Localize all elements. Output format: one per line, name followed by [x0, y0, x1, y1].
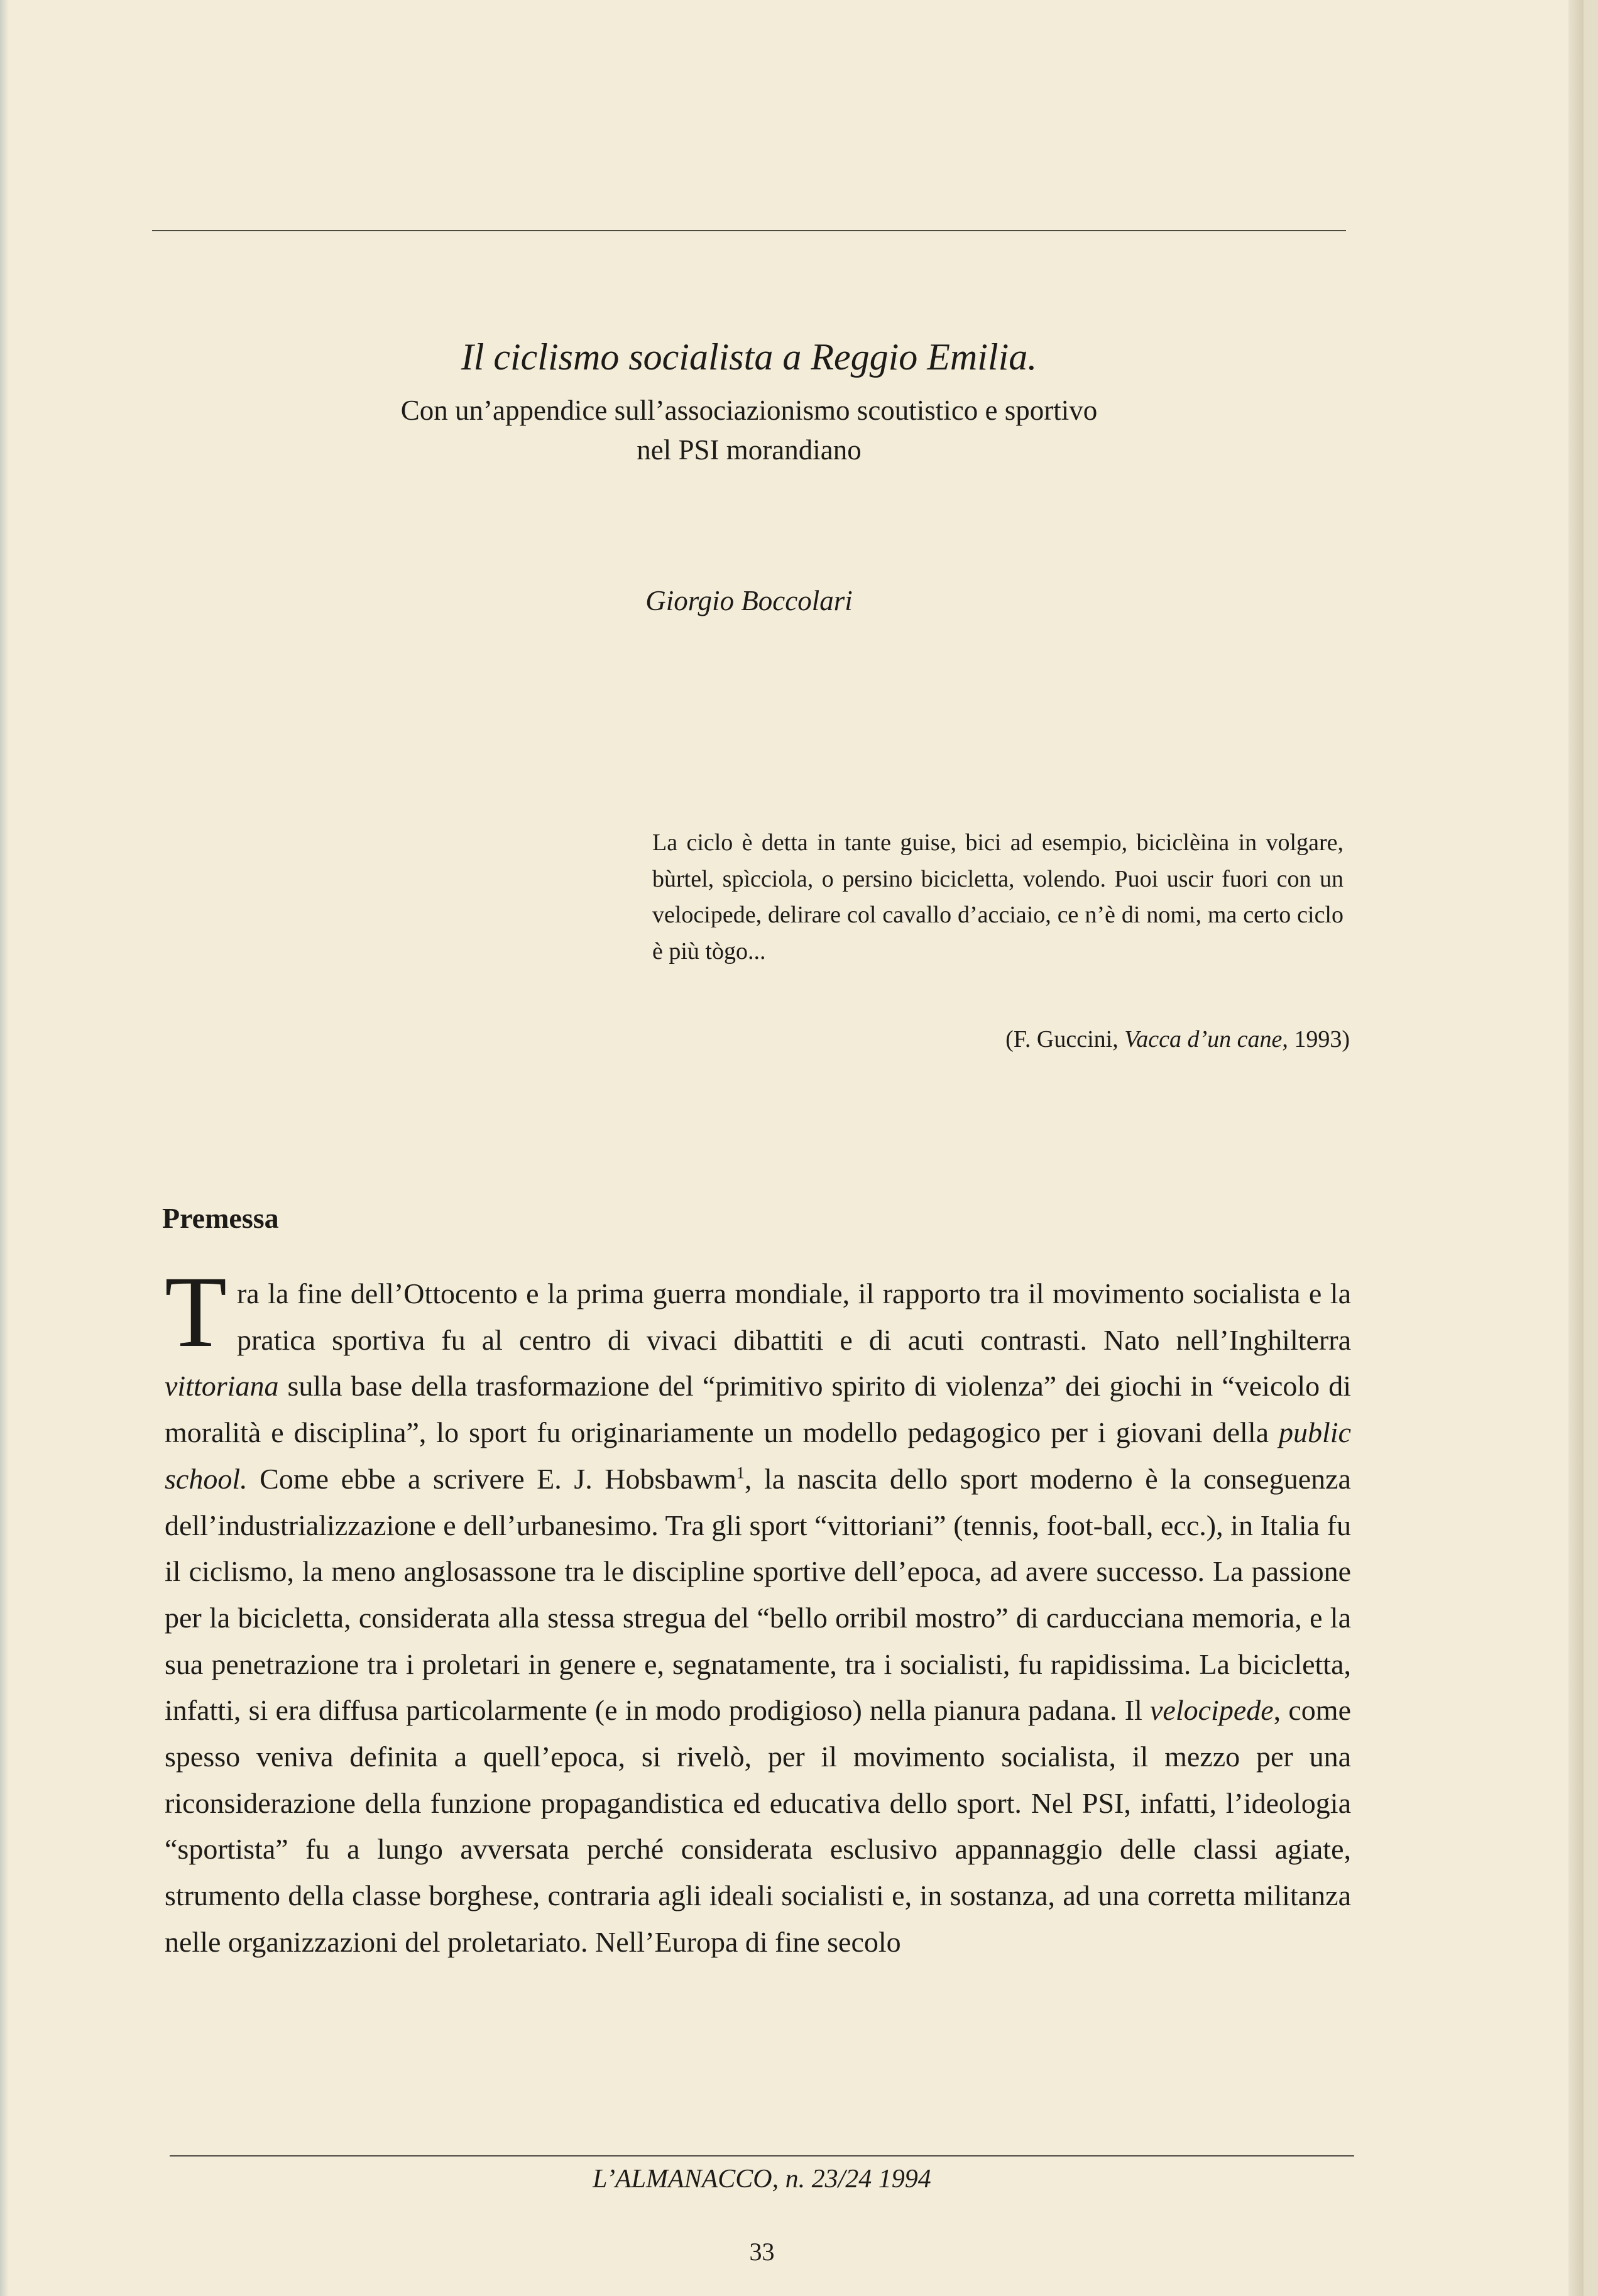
page-edge-shadow [1568, 0, 1584, 2296]
body-italic-vittoriana: vittoriana [165, 1370, 279, 1402]
body-segment-2: sulla base della trasformazione del “primitivo spirito di violenza” dei giochi in “veicolo di moralità e disciplina”, lo sport fu originariamente un modello pedagogico per i giovani della [165, 1370, 1351, 1449]
epigraph-source-prefix: (F. Guccini, [1005, 1026, 1125, 1052]
epigraph-source [652, 1025, 1350, 1053]
drop-cap: T [165, 1256, 227, 1369]
body-segment-1: ra la fine dell’Ottocento e la prima guerra mondiale, il rapporto tra il movimento socialista e la pratica sportiva fu al centro di vivaci dibattiti e di acuti contrasti. Nato nell’Inghilterra [236, 1277, 1351, 1356]
body-segment-3: Come ebbe a scrivere E. J. Hobsbawm [247, 1462, 736, 1495]
body-paragraph [165, 1256, 1351, 1965]
journal-footer: L’ALMANACCO, n. 23/24 1994 [593, 2165, 931, 2194]
body-segment-5: , come spesso veniva definita a quell’epoca, si rivelò, per il movimento socialista, il mezzo per una riconsiderazione della funzione propagandistica ed educativa dello sport. Nel PSI, infatti, l’ideologia “sportista” fu a lungo avversata perché considerata esclusivo appannaggio delle classi agiate, strumento della classe borghese, contraria agli ideali socialisti e, in sostanza, ad una corretta militanza nelle organizzazioni del proletariato. Nell’Europa di fine secolo [165, 1694, 1351, 1958]
subtitle-line-2: nel PSI morandiano [637, 434, 862, 466]
epigraph-source-suffix: , 1993) [1282, 1026, 1350, 1052]
body-italic-public-school: public school. [165, 1416, 1351, 1495]
article-author: Giorgio Boccolari [645, 585, 853, 616]
footnote-reference[interactable]: 1 [736, 1463, 745, 1482]
page-number: 33 [749, 2238, 775, 2266]
article-title: Il ciclismo socialista a Reggio Emilia. [461, 336, 1037, 378]
subtitle-line-1: Con un’appendice sull’associazionismo scoutistico e sportivo [400, 395, 1098, 426]
header-rule [152, 230, 1346, 231]
footer-rule [170, 2155, 1354, 2157]
scan-left-edge [0, 0, 9, 2296]
body-italic-velocipede: velocipede [1150, 1694, 1274, 1727]
epigraph-quote: La ciclo è detta in tante guise, bici ad esempio, biciclèina in volgare, bùrtel, spìcciola, o persino bicicletta, volendo. Puoi uscir fuori con un velocipede, delirare col cavallo d’acciaio, ce n’è di nomi, ma certo ciclo è più tògo... [652, 829, 1344, 965]
body-segment-4: , la nascita dello sport moderno è la conseguenza dell’industrializzazione e dell’urbanesimo. Tra gli sport “vittoriani” (tennis, foot-ball, ecc.), in Italia fu il ciclismo, la meno anglosassone tra le discipline sportive dell’epoca, ad avere successo. La passione per la bicicletta, considerata alla stessa stregua del “bello orribil mostro” di carducciana memoria, e la sua penetrazione tra i proletari in genere e, segnatamente, tra i socialisti, fu rapidissima. La bicicletta, infatti, si era diffusa particolarmente (e in modo prodigioso) nella pianura padana. Il [165, 1462, 1351, 1727]
article-subtitle [152, 391, 1346, 470]
section-heading: Premessa [162, 1202, 279, 1234]
epigraph-source-title: Vacca d’un cane [1124, 1026, 1283, 1052]
